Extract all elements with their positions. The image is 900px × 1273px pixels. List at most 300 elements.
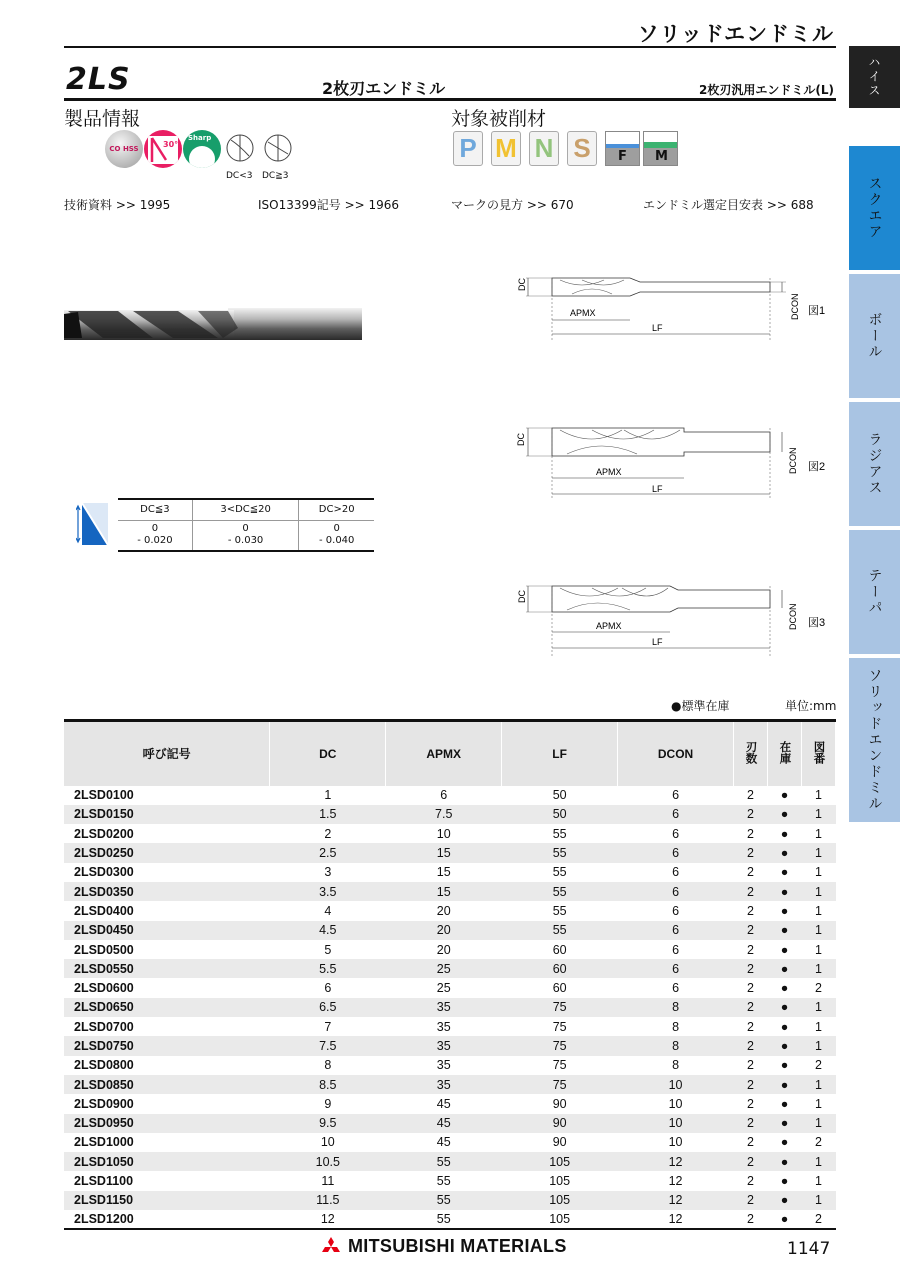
side-tab-label: ラジアス <box>866 432 883 496</box>
table-cell: 2 <box>734 998 768 1017</box>
table-row <box>64 1210 836 1229</box>
table-cell: 2LSD0900 <box>74 1096 134 1111</box>
table-cell: 1 <box>815 865 822 880</box>
fig1-dcon-label: DCON <box>790 293 800 320</box>
dc-small-label: DC<3 <box>226 171 253 181</box>
table-row <box>64 1114 836 1133</box>
table-cell: 2LSD0850 <box>64 1075 270 1094</box>
co-hss-label: CO HSS <box>109 145 139 153</box>
table-cell: ● <box>767 959 801 978</box>
fig2-dc-label: DC <box>516 433 526 446</box>
table-cell: 75 <box>552 1019 567 1034</box>
table-cell: 2 <box>734 1152 768 1171</box>
table-cell: 6 <box>672 981 680 996</box>
table-cell: 2LSD1150 <box>64 1191 270 1210</box>
table-cell: ● <box>767 882 801 901</box>
col-header-flutes-label: 刃数 <box>744 740 757 764</box>
table-cell: ● <box>767 1036 801 1055</box>
col-header-dc: DC <box>270 721 386 786</box>
table-row <box>64 1152 836 1171</box>
table-cell: 2 <box>734 1075 768 1094</box>
product-info-heading: 製品情報 <box>64 108 141 130</box>
table-cell: 12 <box>618 1210 734 1229</box>
fig3-label: 図3 <box>808 617 826 629</box>
table-cell: ● <box>780 1135 789 1150</box>
fig3-dc-label: DC <box>517 590 527 603</box>
table-cell: ● <box>767 1210 801 1229</box>
table-cell: 6 <box>440 788 448 803</box>
table-cell: 1 <box>801 1075 835 1094</box>
figure-2 <box>512 418 832 498</box>
end-shape-small-icon <box>222 130 258 170</box>
spec-table <box>64 719 836 1230</box>
table-row <box>64 1056 836 1075</box>
table-cell: 2 <box>734 1036 768 1055</box>
table-cell: 105 <box>502 1191 618 1210</box>
page-number: 1147 <box>787 1239 831 1259</box>
table-cell: 6 <box>618 805 734 824</box>
table-cell: 1 <box>801 1114 835 1133</box>
material-n-letter: N <box>534 133 554 163</box>
table-cell: 8 <box>618 998 734 1017</box>
table-cell: 2 <box>734 843 768 862</box>
table-cell: 2LSD1000 <box>74 1135 134 1150</box>
table-cell: 6 <box>618 843 734 862</box>
table-cell: ● <box>767 1152 801 1171</box>
table-cell: 15 <box>386 882 502 901</box>
table-cell: ● <box>767 805 801 824</box>
table-cell: 55 <box>502 882 618 901</box>
table-cell: 10.5 <box>270 1152 386 1171</box>
table-cell: 2LSD0500 <box>74 942 134 957</box>
tolerance-icon <box>76 503 108 545</box>
table-cell: 1 <box>801 959 835 978</box>
table-cell: 75 <box>502 1036 618 1055</box>
table-cell: 2 <box>801 1210 835 1229</box>
tolerance-table <box>118 498 374 552</box>
table-cell: 2 <box>747 1019 754 1034</box>
sharp-edge-icon <box>189 146 215 168</box>
table-cell: 2 <box>747 865 754 880</box>
ref-tech-data[interactable]: 技術資料 >> 1995 <box>64 198 171 212</box>
table-cell: 6 <box>324 981 332 996</box>
table-cell: 6.5 <box>270 998 386 1017</box>
table-cell: 90 <box>502 1114 618 1133</box>
fig2-apmx-label: APMX <box>596 467 622 477</box>
table-cell: 55 <box>552 903 567 918</box>
table-cell: 2 <box>747 942 754 957</box>
col-header-dcon: DCON <box>618 721 734 786</box>
three-diamonds-icon <box>320 1237 342 1257</box>
table-cell: 105 <box>502 1152 618 1171</box>
table-cell: 2LSD0550 <box>64 959 270 978</box>
table-cell: 2 <box>734 882 768 901</box>
table-cell: 2LSD0650 <box>64 998 270 1017</box>
table-cell: 60 <box>552 942 567 957</box>
table-cell: 6 <box>672 826 680 841</box>
table-row <box>64 863 836 882</box>
unit-label: 単位:mm <box>785 699 837 713</box>
table-cell: 1 <box>801 843 835 862</box>
table-cell: 2 <box>747 1058 754 1073</box>
table-cell: 90 <box>552 1135 567 1150</box>
table-cell: 1 <box>801 998 835 1017</box>
stock-legend: ●標準在庫 <box>671 699 730 713</box>
material-n <box>529 131 559 166</box>
col-header-figure-label: 図番 <box>812 740 825 764</box>
material-f-letter: F <box>618 149 627 164</box>
table-row <box>64 998 836 1017</box>
table-cell: ● <box>780 1019 789 1034</box>
table-cell: 1 <box>815 1096 822 1111</box>
table-cell: 2 <box>747 1096 754 1111</box>
side-tab-taper[interactable] <box>849 530 900 654</box>
table-cell: 2 <box>747 1174 754 1189</box>
table-cell: 12 <box>668 1174 683 1189</box>
table-cell: 7.5 <box>386 805 502 824</box>
table-cell: 2 <box>815 1135 822 1150</box>
table-cell: 2 <box>734 959 768 978</box>
table-cell: 1 <box>801 882 835 901</box>
material-p <box>453 131 483 166</box>
material-f <box>605 131 640 166</box>
table-cell: 25 <box>386 959 502 978</box>
col-header-flutes <box>734 721 768 786</box>
table-cell: 5 <box>324 942 332 957</box>
side-tab-label: スクエア <box>866 176 883 240</box>
table-cell: ● <box>767 1114 801 1133</box>
table-cell: 11 <box>321 1174 335 1189</box>
tool-photo <box>58 298 368 348</box>
table-cell: 2LSD0300 <box>74 865 134 880</box>
table-cell: 9.5 <box>270 1114 386 1133</box>
tol-cell <box>192 520 299 551</box>
table-cell: 35 <box>436 1058 451 1073</box>
table-cell: 50 <box>502 805 618 824</box>
brand-logo <box>320 1236 567 1257</box>
table-cell: 1.5 <box>270 805 386 824</box>
table-cell: 2 <box>734 1210 768 1229</box>
table-cell: 6 <box>672 865 680 880</box>
col-header-lf: LF <box>502 721 618 786</box>
table-cell: 1 <box>815 903 822 918</box>
table-cell: 75 <box>502 998 618 1017</box>
table-row <box>64 786 836 805</box>
table-cell: 2 <box>734 805 768 824</box>
table-cell: 2LSD1100 <box>74 1174 134 1189</box>
table-cell: 6 <box>618 882 734 901</box>
table-row <box>64 843 836 862</box>
tol-lower: - 0.030 <box>227 535 264 547</box>
table-cell: 12 <box>618 1152 734 1171</box>
table-cell: 2 <box>747 903 754 918</box>
side-tab-hss[interactable] <box>849 46 900 108</box>
table-cell: ● <box>780 942 789 957</box>
table-cell: 6 <box>672 903 680 918</box>
table-cell: ● <box>767 843 801 862</box>
helix-angle-badge <box>144 130 182 168</box>
table-cell: 2LSD0450 <box>64 921 270 940</box>
tol-cell <box>118 520 192 551</box>
tol-upper: 0 <box>333 523 340 535</box>
table-row <box>64 959 836 978</box>
tol-header: DC>20 <box>299 499 374 520</box>
table-cell: 6 <box>672 942 680 957</box>
table-row <box>64 1036 836 1055</box>
table-cell: 2 <box>734 1191 768 1210</box>
tol-header: DC≦3 <box>118 499 192 520</box>
figure-3 <box>512 578 832 658</box>
table-cell: 2.5 <box>270 843 386 862</box>
table-cell: ● <box>780 981 789 996</box>
end-shape-large-icon <box>260 130 296 170</box>
table-cell: 55 <box>436 1174 451 1189</box>
table-row <box>64 1094 836 1113</box>
table-cell: 3.5 <box>270 882 386 901</box>
side-tab-solid-endmill[interactable] <box>849 658 900 822</box>
col-header-stock-label: 在庫 <box>778 740 791 764</box>
table-cell: 2LSD1200 <box>64 1210 270 1229</box>
table-cell: 2LSD0600 <box>74 981 134 996</box>
table-cell: 2 <box>734 921 768 940</box>
table-cell: ● <box>767 1075 801 1094</box>
table-cell: 2LSD0200 <box>74 826 134 841</box>
series-code: 2LS <box>66 62 131 97</box>
table-cell: 12 <box>618 1191 734 1210</box>
ref-iso[interactable]: ISO13399記号 >> 1966 <box>258 198 400 212</box>
fig3-lf-label: LF <box>652 637 663 647</box>
table-cell: 10 <box>436 826 451 841</box>
table-row <box>64 901 836 920</box>
fig1-apmx-label: APMX <box>570 308 596 318</box>
table-cell: 105 <box>549 1174 571 1189</box>
table-cell: 2LSD0350 <box>64 882 270 901</box>
table-cell: 10 <box>618 1114 734 1133</box>
table-cell: 2LSD0950 <box>64 1114 270 1133</box>
table-cell: 2LSD0150 <box>64 805 270 824</box>
table-cell: 1 <box>801 1191 835 1210</box>
series-subtitle: 2枚刃エンドミル <box>322 79 446 98</box>
table-cell: 11.5 <box>270 1191 386 1210</box>
table-cell: 6 <box>618 921 734 940</box>
tol-cell <box>299 520 374 551</box>
table-cell: 2LSD0100 <box>74 788 134 803</box>
table-row <box>64 805 836 824</box>
table-cell: 8 <box>618 1036 734 1055</box>
table-cell: 15 <box>436 865 451 880</box>
ref-marks[interactable]: マークの見方 >> 670 <box>451 198 574 212</box>
table-cell: 2 <box>324 826 332 841</box>
tol-lower: - 0.040 <box>318 535 355 547</box>
table-cell: ● <box>780 865 789 880</box>
figure-1 <box>512 268 832 348</box>
table-cell: ● <box>767 998 801 1017</box>
table-cell: 75 <box>552 1058 567 1073</box>
side-tab-label: ソリッドエンドミル <box>866 668 883 812</box>
table-row <box>64 1075 836 1094</box>
title-divider <box>64 98 836 101</box>
table-cell: 60 <box>502 959 618 978</box>
table-cell: 55 <box>386 1210 502 1229</box>
table-cell: 2LSD0750 <box>64 1036 270 1055</box>
table-cell: 1 <box>815 826 822 841</box>
table-cell: 25 <box>436 981 451 996</box>
col-header-code: 呼び記号 <box>64 721 270 786</box>
table-cell: 7 <box>324 1019 332 1034</box>
table-cell: ● <box>780 1096 789 1111</box>
fig2-dcon-label: DCON <box>788 447 798 474</box>
table-cell: 1 <box>801 805 835 824</box>
helix-angle-label: 30° <box>163 140 179 149</box>
table-cell: 1 <box>815 942 822 957</box>
table-cell: 75 <box>502 1075 618 1094</box>
tol-lower: - 0.020 <box>137 535 173 547</box>
table-cell: 2LSD1050 <box>64 1152 270 1171</box>
table-cell: 2LSD0800 <box>74 1058 134 1073</box>
table-cell: 1 <box>815 1174 822 1189</box>
material-m-coolant <box>643 131 678 166</box>
table-cell: 2 <box>815 1058 822 1073</box>
material-s <box>567 131 597 166</box>
side-tab-square[interactable] <box>849 146 900 270</box>
table-cell: 9 <box>324 1096 332 1111</box>
sharp-badge <box>183 130 221 168</box>
side-tab-radius[interactable] <box>849 402 900 526</box>
table-cell: 55 <box>552 826 567 841</box>
table-cell: 7.5 <box>270 1036 386 1055</box>
table-cell: 2LSD0250 <box>64 843 270 862</box>
table-cell: 2 <box>747 826 754 841</box>
table-cell: ● <box>780 788 789 803</box>
table-cell: ● <box>780 826 789 841</box>
table-cell: 8 <box>672 1019 680 1034</box>
material-s-letter: S <box>573 133 591 163</box>
sharp-label: Sharp <box>188 134 212 142</box>
table-cell: 2 <box>747 1135 754 1150</box>
table-cell: 20 <box>386 921 502 940</box>
table-cell: 1 <box>324 788 332 803</box>
table-cell: 60 <box>552 981 567 996</box>
table-cell: 6 <box>618 959 734 978</box>
dc-large-label: DC≧3 <box>262 171 289 181</box>
table-cell: 1 <box>815 1019 822 1034</box>
table-cell: 10 <box>668 1096 683 1111</box>
tol-upper: 0 <box>242 523 249 535</box>
series-category: 2枚刃汎用エンドミル(L) <box>699 83 834 97</box>
table-row <box>64 1017 836 1036</box>
table-cell: 10 <box>618 1075 734 1094</box>
table-cell: 2LSD0700 <box>74 1019 134 1034</box>
fig2-lf-label: LF <box>652 484 663 494</box>
fig1-lf-label: LF <box>652 323 663 333</box>
table-cell: 35 <box>436 1019 451 1034</box>
material-m <box>491 131 521 166</box>
table-cell: ● <box>780 1174 789 1189</box>
table-cell: 8.5 <box>270 1075 386 1094</box>
ref-selection[interactable]: エンドミル選定目安表 >> 688 <box>643 198 814 212</box>
header-divider <box>64 46 836 48</box>
table-row <box>64 1133 836 1152</box>
work-material-heading: 対象被削材 <box>451 108 547 130</box>
table-cell: 1 <box>801 921 835 940</box>
col-header-figure <box>801 721 835 786</box>
table-row <box>64 824 836 843</box>
table-cell: 20 <box>436 903 451 918</box>
table-cell: 1 <box>801 1036 835 1055</box>
side-tab-ball[interactable] <box>849 274 900 398</box>
table-cell: 55 <box>502 843 618 862</box>
fig3-apmx-label: APMX <box>596 621 622 631</box>
page-header-title: ソリッドエンドミル <box>637 22 834 46</box>
fig3-dcon-label: DCON <box>788 603 798 630</box>
table-row <box>64 940 836 959</box>
table-row <box>64 1171 836 1190</box>
table-cell: 3 <box>324 865 332 880</box>
table-cell: 35 <box>386 998 502 1017</box>
table-cell: 2LSD0400 <box>74 903 134 918</box>
fig1-dc-label: DC <box>517 278 527 291</box>
table-cell: 10 <box>320 1135 335 1150</box>
table-cell: 15 <box>386 843 502 862</box>
table-cell: 55 <box>386 1152 502 1171</box>
table-cell: ● <box>767 1191 801 1210</box>
table-cell: 55 <box>552 865 567 880</box>
table-cell: 8 <box>324 1058 332 1073</box>
table-cell: 4 <box>324 903 332 918</box>
table-cell: 12 <box>270 1210 386 1229</box>
table-row <box>64 1191 836 1210</box>
table-cell: 1 <box>815 788 822 803</box>
table-cell: 45 <box>436 1135 451 1150</box>
material-p-letter: P <box>459 133 477 163</box>
brand-name: MITSUBISHI MATERIALS <box>348 1236 567 1256</box>
table-cell: 2 <box>734 1114 768 1133</box>
table-cell: 2 <box>747 788 754 803</box>
side-tab-label: テーパ <box>866 568 883 616</box>
co-hss-badge <box>105 130 143 168</box>
helix-angle-icon <box>144 130 182 168</box>
table-cell: 50 <box>552 788 567 803</box>
material-m-coolant-letter: M <box>655 149 668 164</box>
table-row <box>64 882 836 901</box>
table-cell: 105 <box>502 1210 618 1229</box>
table-cell: 8 <box>672 1058 680 1073</box>
col-header-apmx: APMX <box>386 721 502 786</box>
table-cell: 35 <box>386 1036 502 1055</box>
table-cell: 35 <box>386 1075 502 1094</box>
col-header-stock <box>767 721 801 786</box>
material-m-letter: M <box>495 133 517 163</box>
fig2-label: 図2 <box>808 461 826 473</box>
table-cell: ● <box>767 921 801 940</box>
table-cell: 2 <box>815 981 822 996</box>
fig1-label: 図1 <box>808 305 826 317</box>
table-cell: 4.5 <box>270 921 386 940</box>
table-cell: 10 <box>668 1135 683 1150</box>
side-tab-label: ボール <box>866 312 883 360</box>
table-cell: 45 <box>386 1114 502 1133</box>
table-row <box>64 921 836 940</box>
table-cell: ● <box>780 1058 789 1073</box>
table-cell: 2 <box>747 981 754 996</box>
table-cell: 45 <box>436 1096 451 1111</box>
tol-upper: 0 <box>151 523 159 535</box>
table-cell: 55 <box>386 1191 502 1210</box>
table-cell: ● <box>780 903 789 918</box>
table-row <box>64 978 836 997</box>
side-tab-label: ハイス <box>867 56 881 98</box>
tol-header: 3<DC≦20 <box>192 499 299 520</box>
